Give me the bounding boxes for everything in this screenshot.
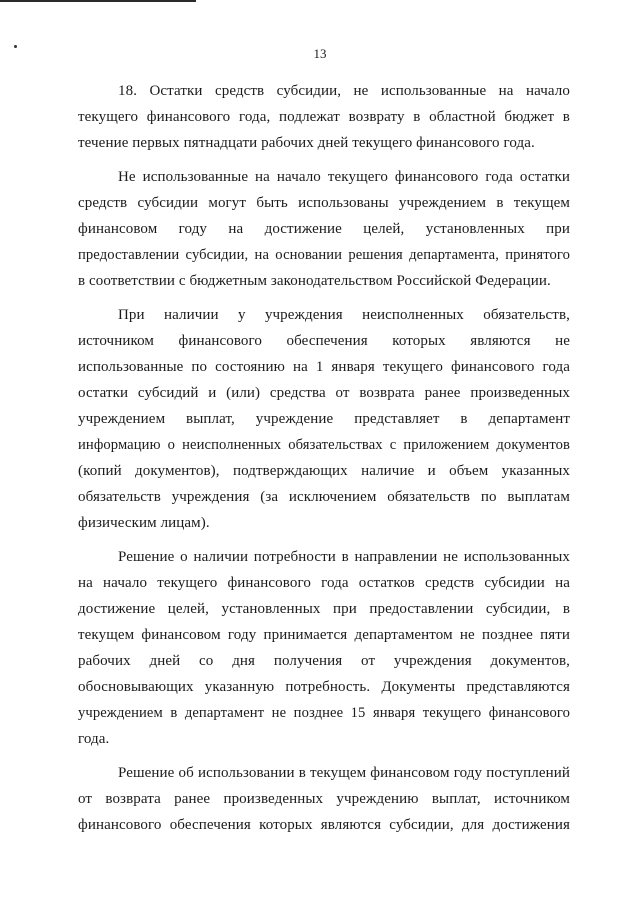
text-line: достижение целей, установленных при предоставлении субсидии, в [78,601,570,617]
text-line: текущего финансового года, подлежат возврату в областной бюджет в [78,109,570,125]
text-line: остатки субсидий и (или) средства от возврата ранее произведенных [78,385,570,401]
text-line: физическим лицам). [78,515,210,531]
text-line: финансового обеспечения которых являются субсидии, для достижения [78,817,570,833]
text-line: учреждением в департамент не позднее 15 января текущего финансового [78,705,570,721]
text-line: от возврата ранее произведенных учреждению выплат, источником [78,791,570,807]
scan-edge-mark [0,0,196,2]
text-line: в соответствии с бюджетным законодательством Российской Федерации. [78,273,551,289]
paragraph-need-decision [78,544,570,752]
text-line: предоставлении субсидии, на основании решения департамента, принятого [78,247,570,263]
text-line: Решение об использовании в текущем финансовом году поступлений [118,765,570,781]
text-line: текущем финансовом году принимается департаментом не позднее пяти [78,627,570,643]
text-line: использованные по состоянию на 1 января текущего финансового года [78,359,570,375]
text-line: года. [78,731,110,747]
paragraph-use-of-returns [78,760,570,838]
text-line: рабочих дней со дня получения от учреждения документов, [78,653,570,669]
page-number: 13 [313,46,327,61]
text-line: 18. Остатки средств субсидии, не использованные на начало [118,83,570,99]
text-line: финансовом году на достижение целей, установленных при [78,221,570,237]
text-line: При наличии у учреждения неисполненных обязательств, [118,307,570,323]
text-line: на начало текущего финансового года остатков средств субсидии на [78,575,570,591]
paragraph-18 [78,78,570,156]
text-line: (копий документов), подтверждающих наличие и объем указанных [78,463,570,479]
paragraph-outstanding-obligations [78,302,570,536]
text-line: средств субсидии могут быть использованы учреждением в текущем [78,195,570,211]
text-line: течение первых пятнадцати рабочих дней текущего финансового года. [78,135,535,151]
text-line: Решение о наличии потребности в направлении не использованных [118,549,570,565]
text-line: информацию о неисполненных обязательствах с приложением документов [78,437,570,453]
text-line: обязательств учреждения (за исключением обязательств по выплатам [78,489,570,505]
text-line: Не использованные на начало текущего финансового года остатки [118,169,570,185]
text-line: учреждением выплат, учреждение представляет в департамент [78,411,570,427]
text-line: обосновывающих указанную потребность. Документы представляются [78,679,570,695]
document-body [78,78,570,846]
paragraph-unused-balances [78,164,570,294]
text-line: источником финансового обеспечения которых являются не [78,333,570,349]
